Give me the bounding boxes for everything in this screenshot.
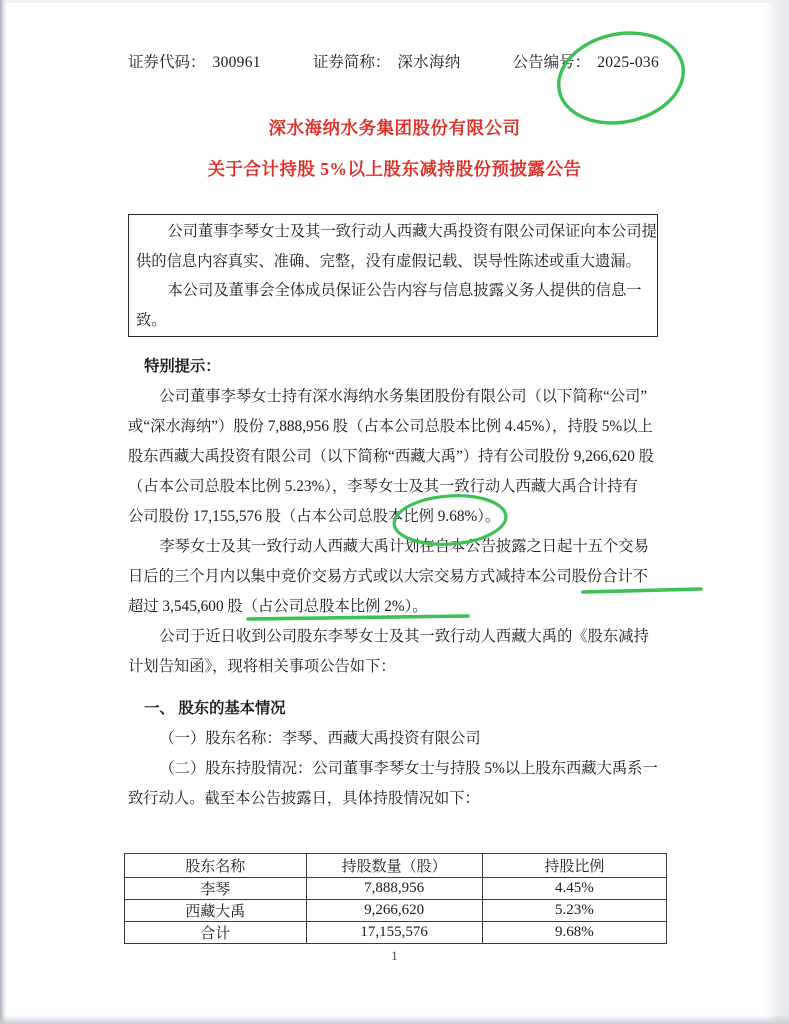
section1-heading: 一、 股东的基本情况: [144, 700, 286, 717]
body-line: 超过 3,545,600 股（占公司总股本比例 2%）。: [128, 598, 428, 615]
notice-number-value: 2025-036: [597, 54, 659, 71]
security-code: [128, 53, 261, 73]
security-abbr-value: 深水海纳: [397, 54, 461, 71]
security-code-value: 300961: [212, 54, 261, 71]
body-line: 计划告知函》，现将相关事项公告如下：: [128, 658, 396, 675]
table-cell: 17,155,576: [306, 922, 482, 944]
table-header-ratio: 持股比例: [482, 854, 666, 878]
section1-line: （二）股东持股情况：公司董事李琴女士与持股 5%以上股东西藏大禹系一: [159, 760, 658, 777]
body-line: 李琴女士及其一致行动人西藏大禹计划在自本公告披露之日起十五个交易: [159, 538, 649, 555]
table-header-row: [125, 854, 667, 878]
security-abbr: [313, 53, 461, 73]
securities-header-row: [128, 53, 659, 73]
table-cell: 7,888,956: [306, 878, 482, 900]
body-line: 公司于近日收到公司股东李琴女士及其一致行动人西藏大禹的《股东减持: [159, 628, 649, 645]
table-cell: 李琴: [125, 878, 307, 900]
body-line: （占本公司总股本比例 5.23%），李琴女士及其一致行动人西藏大禹合计持有: [128, 478, 638, 495]
table-header-shareholder: 股东名称: [125, 854, 307, 878]
body-line: 公司股份 17,155,576 股（占本公司总股本比例 9.68%）。: [128, 508, 501, 525]
page-number: 1: [391, 948, 398, 963]
table-cell: 9,266,620: [306, 900, 482, 922]
table-cell: 4.45%: [482, 878, 666, 900]
body-line: 或“深水海纳”）股份 7,888,956 股（占本公司总股本比例 4.45%），持股 5%以上: [128, 418, 653, 435]
table-cell: 9.68%: [482, 922, 666, 944]
body-line: 日后的三个月内以集中竞价交易方式或以大宗交易方式减持本公司股份合计不: [128, 568, 649, 585]
statement-line: 供的信息内容真实、准确、完整，没有虚假记载、误导性陈述或重大遗漏。: [136, 252, 641, 270]
company-title: 深水海纳水务集团股份有限公司: [268, 118, 521, 138]
shareholding-table: [124, 853, 667, 944]
table-cell: 西藏大禹: [125, 900, 307, 922]
table-row: [125, 900, 667, 922]
notice-number-label: 公告编号：: [512, 54, 591, 71]
body-line: 公司董事李琴女士持有深水海纳水务集团股份有限公司（以下简称“公司”: [159, 388, 648, 405]
statement-line: 致。: [136, 311, 167, 329]
statement-box: [128, 214, 658, 337]
security-abbr-label: 证券简称：: [312, 54, 391, 71]
statement-line: 本公司及董事会全体成员保证公告内容与信息披露义务人提供的信息一: [167, 282, 642, 299]
announcement-title: 关于合计持股 5%以上股东减持股份预披露公告: [207, 159, 582, 179]
table-header-shares: 持股数量（股）: [306, 854, 482, 878]
body-line: 股东西藏大禹投资有限公司（以下简称“西藏大禹”）持有公司股份 9,266,620 股: [128, 448, 655, 465]
special-note-heading: 特别提示：: [144, 358, 221, 375]
document-body: [128, 352, 659, 814]
table-cell: 合计: [125, 922, 307, 944]
notice-number: [513, 53, 659, 73]
table-row: [125, 878, 667, 900]
security-code-label: 证券代码：: [128, 54, 206, 71]
statement-line: 公司董事李琴女士及其一致行动人西藏大禹投资有限公司保证向本公司提: [167, 223, 657, 240]
section1-line: （一）股东名称：李琴、西藏大禹投资有限公司: [159, 730, 481, 747]
table-cell: 5.23%: [482, 900, 666, 922]
table-row: [125, 922, 667, 944]
section1-line: 致行动人。截至本公告披露日，具体持股情况如下：: [128, 790, 480, 807]
